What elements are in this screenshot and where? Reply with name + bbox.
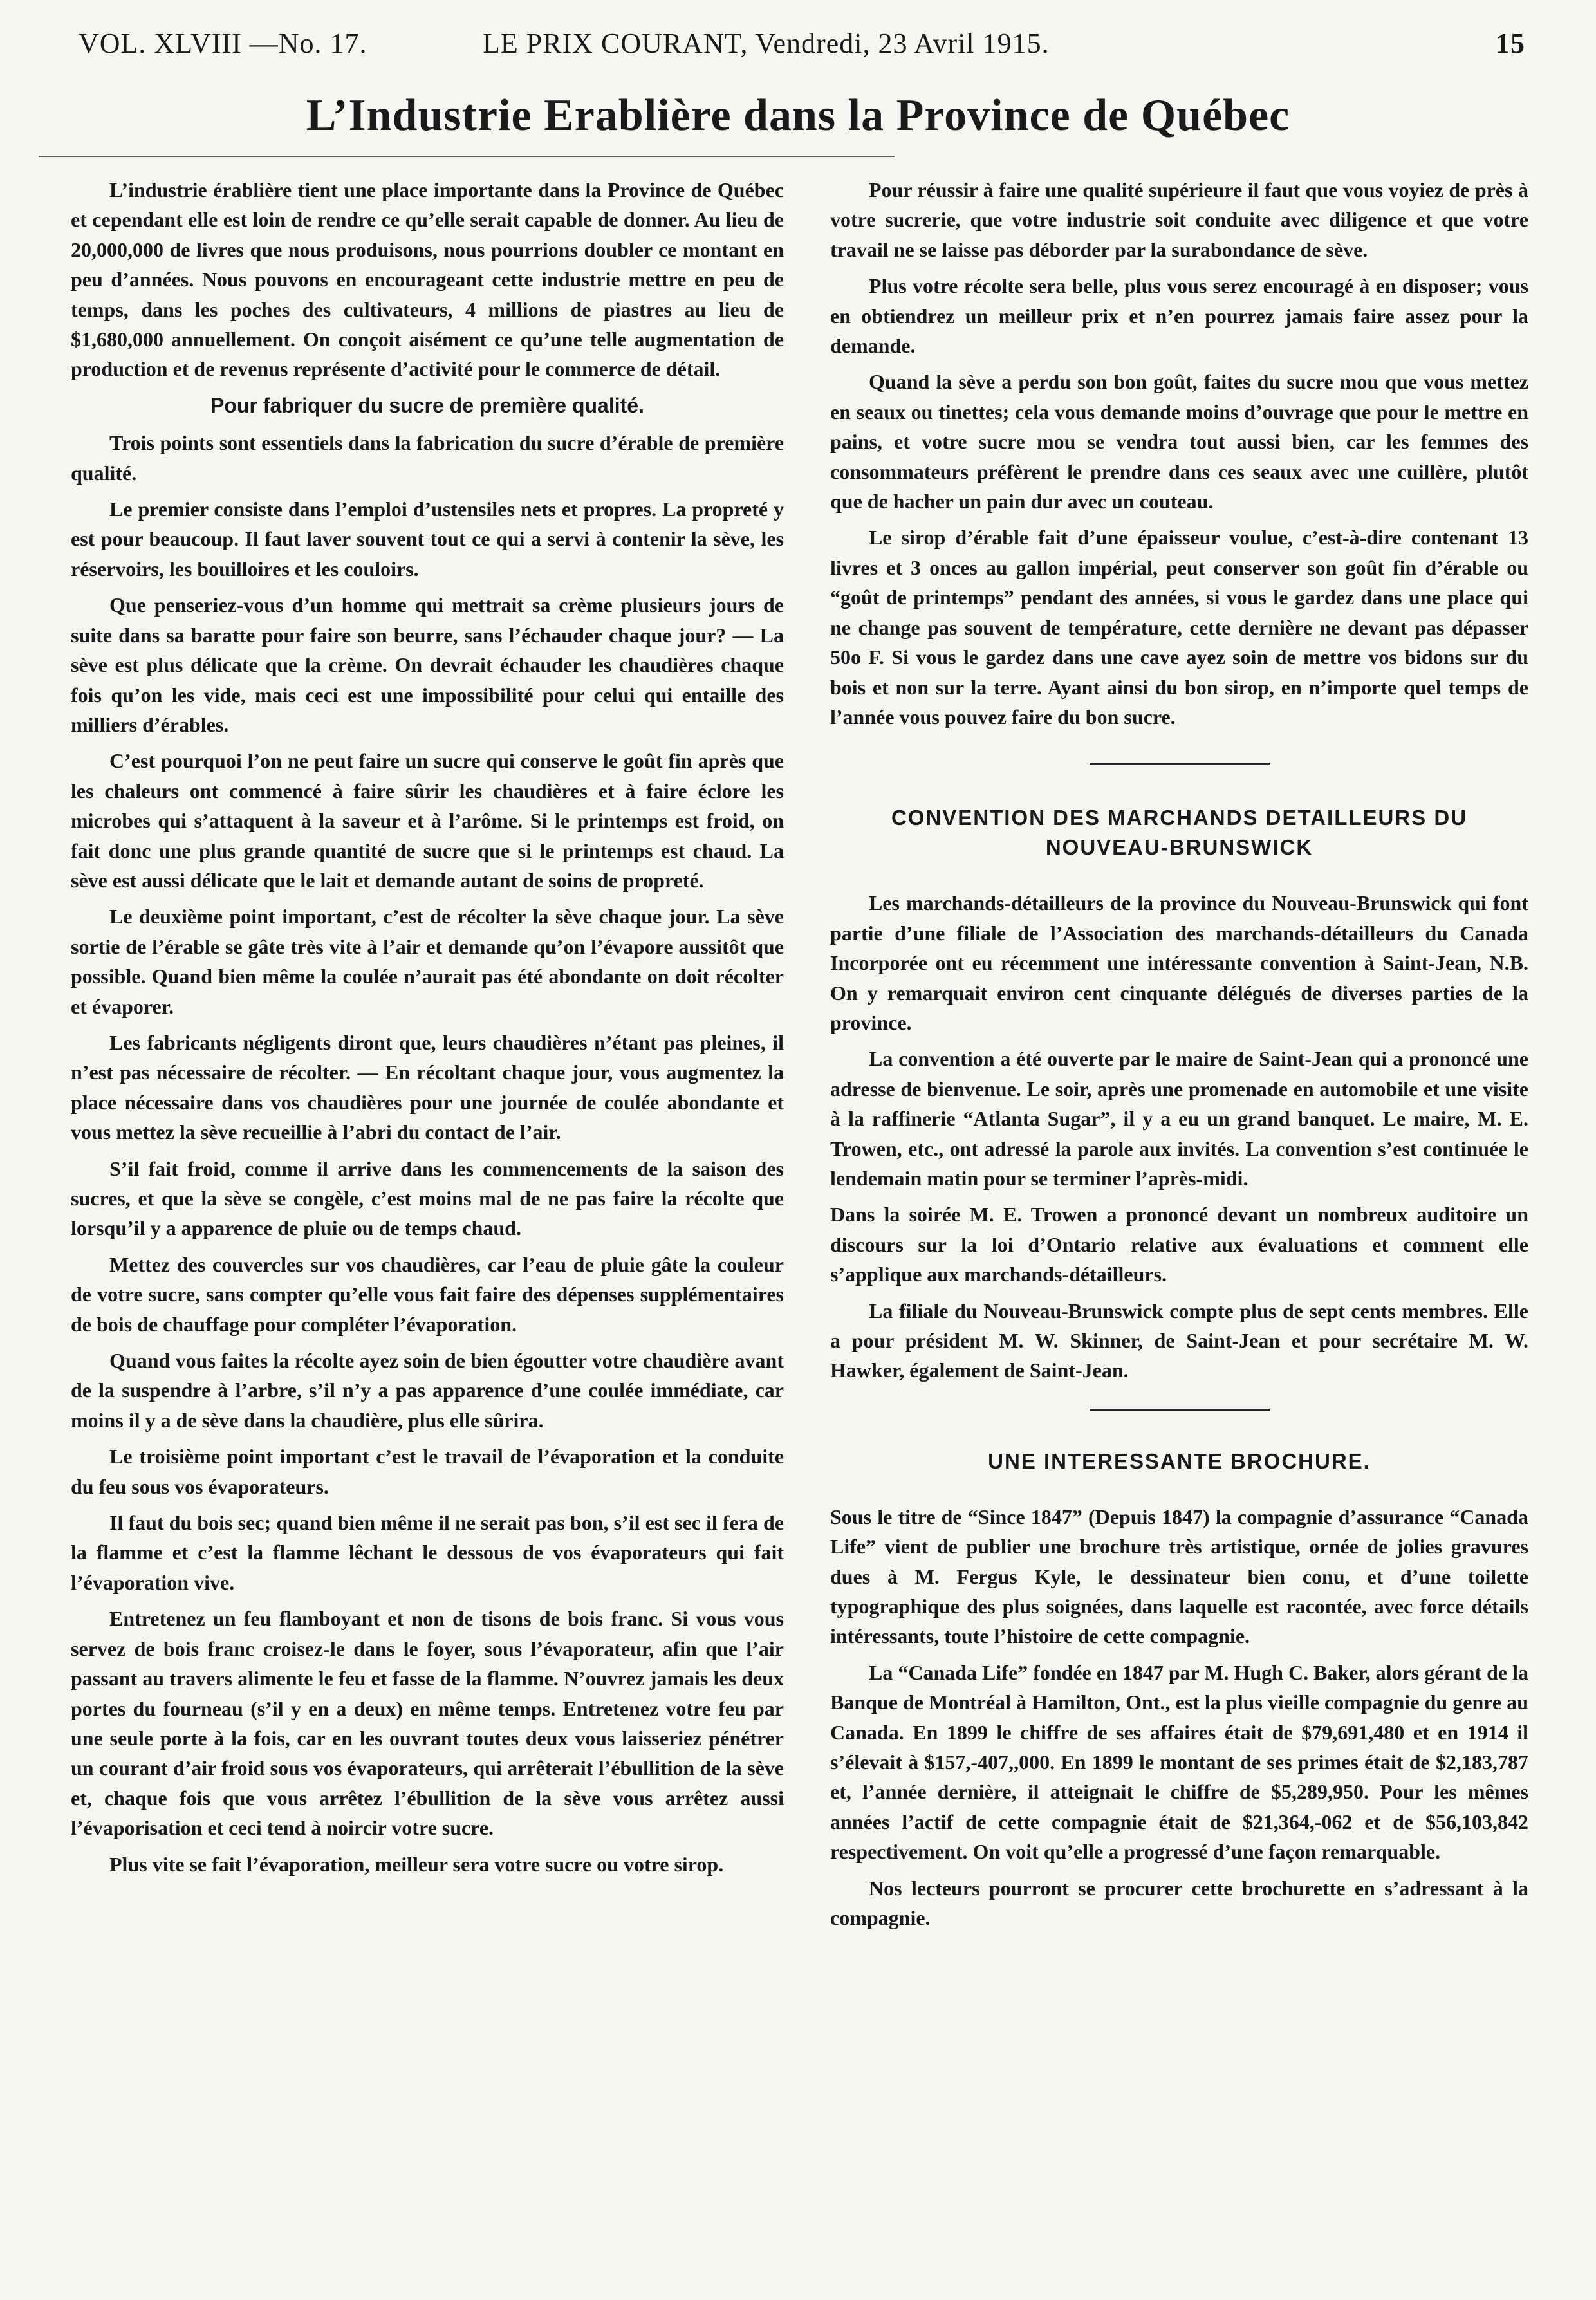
left-column (71, 175, 784, 1886)
paragraph: C’est pourquoi l’on ne peut faire un sucre qui conserve le goût fin après que les chaleurs ont commencé à faire sûrir les chaudières et à faire éclore les microbes qui s’attaquent à la saveur et à l’arôme. Si le printemps est froid, on fait donc une plus grande quantité de sucre que si le printemps est chaud. La sève est aussi délicate que le lait et demande autant de soins de propreté. (71, 749, 784, 892)
paragraph: Mettez des couvercles sur vos chaudières, car l’eau de pluie gâte la couleur de votre sucre, sans compter qu’elle vous fait faire des dépenses supplémentaires de bois de chauffage pour compléter l’évaporation. (71, 1252, 784, 1336)
paragraph: Il faut du bois sec; quand bien même il ne serait pas bon, s’il est sec il fera de la flamme et c’est la flamme lêchant le dessous de vos évaporateurs qui fait l’évaporation vive. (71, 1511, 784, 1594)
paragraph: La “Canada Life” fondée en 1847 par M. Hugh C. Baker, alors gérant de la Banque de Montréal à Hamilton, Ont., est la plus vieille compagnie du genre au Canada. En 1899 le chiffre de ses affaires était de $79,691,480 et en 1914 il s’élevait à $157,-407,,000. En 1899 le montant de ses primes était de $2,183,787 et, l’année dernière, il atteignait le chiffre de $5,289,950. Pour les mêmes années l’actif de cette compagnie était de $21,364,-062 et de $56,103,842 respectivement. On voit qu’elle a progressé d’une façon remarquable. (830, 1660, 1528, 1864)
paragraph: Entretenez un feu flamboyant et non de tisons de bois franc. Si vous vous servez de bois franc croisez-le dans le foyer, sous l’évaporateur, afin que l’air passant au travers alimente le feu et fasse de la flamme. N’ouvrez jamais les deux portes du fourneau (s’il y en a deux) en même temps. Entretenez votre feu par une seule porte à la fois, car en les ouvrant toutes deux vous laisseriez pénétrer un courant d’air froid sous vos évaporateurs, qui arrêterait l’ébullition de la sève et, chaque fois que vous arrêtez l’ébullition de la sève vous arrêtez aussi l’évaporisation et ceci tend à noircir votre sucre. (71, 1607, 784, 1840)
paragraph: Que penseriez-vous d’un homme qui mettrait sa crème plusieurs jours de suite dans sa baratte pour faire son beurre, sans l’échauder chaque jour? — La sève est plus délicate que la crème. On devrait échauder les chaudières chaque fois qu’on les vide, mais ceci est une impossibilité pour celui qui entaille des milliers d’érables. (71, 593, 784, 736)
convention-heading: CONVENTION DES MARCHANDS DETAILLEURS DU NOUVEAU-BRUNSWICK (891, 806, 1468, 860)
paragraph: Nos lecteurs pourront se procurer cette brochurette en s’adressant à la compagnie. (830, 1876, 1528, 1930)
paragraph: Sous le titre de “Since 1847” (Depuis 1847) la compagnie d’assurance “Canada Life” vient de publier une brochure très artistique, ornée de jolies gravures dues à M. Fergus Kyle, le dessinateur bien conu, et d’une toilette typographique des plus soignées, dans laquelle est racontée, avec force détails intéressants, toute l’histoire de cette compagnie. (830, 1505, 1528, 1648)
paragraph: La convention a été ouverte par le maire de Saint-Jean qui a prononcé une adresse de bienvenue. Le soir, après une promenade en automobile et une visite à la raffinerie “Atlanta Sugar”, il y a eu un grand banquet. Le maire, M. E. Trowen, etc., ont adressé la parole aux invités. La convention s’est continuée le lendemain matin pour se terminer l’après-midi. (830, 1047, 1528, 1190)
paragraph: Le troisième point important c’est le travail de l’évaporation et la conduite du feu sous vos évaporateurs. (71, 1445, 784, 1498)
page-header (71, 27, 1525, 72)
page-number: 15 (1496, 28, 1525, 59)
paragraph: Trois points sont essentiels dans la fabrication du sucre d’érable de première qualité. (71, 431, 784, 485)
section-separator (1090, 763, 1270, 765)
paragraph: Quand la sève a perdu son bon goût, faites du sucre mou que vous mettez en seaux ou tinettes; cela vous demande moins d’ouvrage que pour le mettre en pains, et votre sucre mou se vendra tout aussi bien, car les femmes des consommateurs préfèrent le prendre dans ces seaux avec une cuillère, plutôt que de hacher un pain dur avec un couteau. (830, 370, 1528, 514)
paragraph: Pour réussir à faire une qualité supérieure il faut que vous voyiez de près à votre sucrerie, que votre industrie soit conduite avec diligence et que votre travail ne se laisse pas déborder par la surabondance de sève. (830, 178, 1528, 261)
paragraph: S’il fait froid, comme il arrive dans les commencements de la saison des sucres, et que la sève se congèle, c’est moins mal de ne pas faire la récolte que lorsqu’il y a apparence de pluie ou de temps chaud. (71, 1156, 784, 1240)
paragraph: Quand vous faites la récolte ayez soin de bien égoutter votre chaudière avant de la suspendre à l’arbre, s’il n’y a pas apparence d’une coulée immédiate, car moins il y a de sève dans la chaudière, plus elle sûrira. (71, 1349, 784, 1432)
paragraph: Les fabricants négligents diront que, leurs chaudières n’étant pas pleines, il n’est pas nécessaire de récolter. — En récoltant chaque jour, vous augmentez la place nécessaire dans vos chaudières pour une journée de coulée abondante et vous mettez la sève recueillie à l’abri du contact de l’air. (71, 1030, 784, 1144)
volume-number: VOL. XLVIII —No. 17. (79, 28, 367, 59)
publication-date-line: LE PRIX COURANT, Vendredi, 23 Avril 1915. (483, 28, 1050, 59)
paragraph: Le deuxième point important, c’est de récolter la sève chaque jour. La sève sortie de l’érable se gâte très vite à l’air et demande qu’on l’évapore aussitôt que possible. Quand bien même la coulée n’aurait pas été abondante on doit récolter et évaporer. (71, 905, 784, 1018)
paragraph: L’industrie érablière tient une place importante dans la Province de Québec et cependant elle est loin de rendre ce qu’elle serait capable de donner. Au lieu de 20,000,000 de livres que nous produisons, nous pourrions doubler ce montant en peu d’années. Nous pouvons en encourageant cette industrie mettre en peu de temps, dans les poches des cultivateurs, 4 millions de piastres au lieu de $1,680,000 annuellement. On conçoit aisément ce qu’une telle augmentation de production et de revenus représente d’activité pour le commerce de détail. (71, 178, 784, 381)
paragraph: Plus votre récolte sera belle, plus vous serez encouragé à en disposer; vous en obtiendrez un meilleur prix et n’en pourrez jamais faire assez pour la demande. (830, 274, 1528, 358)
paragraph: Le premier consiste dans l’emploi d’ustensiles nets et propres. La propreté y est pour beaucoup. Il faut laver souvent tout ce qui a servi à contenir la sève, les réservoirs, les bouilloires et les couloirs. (71, 497, 784, 580)
section-separator (1090, 1409, 1270, 1411)
brochure-heading: UNE INTERESSANTE BROCHURE. (988, 1449, 1371, 1473)
paragraph: La filiale du Nouveau-Brunswick compte plus de sept cents membres. Elle a pour président M. W. Skinner, de Saint-Jean et pour secrétaire M. W. Hawker, également de Saint-Jean. (830, 1299, 1528, 1382)
right-column (830, 175, 1528, 1940)
section-subheading: Pour fabriquer du sucre de première qualité. (210, 393, 644, 417)
title-rule (39, 156, 895, 157)
article-title: L’Industrie Erablière dans la Province de Québec (306, 91, 1290, 140)
paragraph: Les marchands-détailleurs de la province du Nouveau-Brunswick qui font partie d’une filiale de l’Association des marchands-détailleurs du Canada Incorporée ont eu récemment une intéressante convention à Saint-Jean, N.B. On y remarquait environ cent cinquante délégués de diverses parties de la province. (830, 891, 1528, 1034)
paragraph: Plus vite se fait l’évaporation, meilleur sera votre sucre ou votre sirop. (109, 1852, 724, 1876)
paragraph: Dans la soirée M. E. Trowen a prononcé devant un nombreux auditoire un discours sur la loi d’Ontario relative aux évaluations et comment elle s’applique aux marchands-détailleurs. (830, 1203, 1528, 1286)
paragraph: Le sirop d’érable fait d’une épaisseur voulue, c’est-à-dire contenant 13 livres et 3 onces au gallon impérial, peut conserver son goût fin d’érable ou “goût de printemps” pendant des années, si vous le gardez dans une place qui ne change pas souvent de température, cette dernière ne devant pas dépasser 50o F. Si vous le gardez dans une cave ayez soin de mettre vos bidons sur du bois et non sur la terre. Ayant ainsi du bon sirop, en n’importe quel temps de l’année vous pouvez faire du bon sucre. (830, 526, 1528, 728)
